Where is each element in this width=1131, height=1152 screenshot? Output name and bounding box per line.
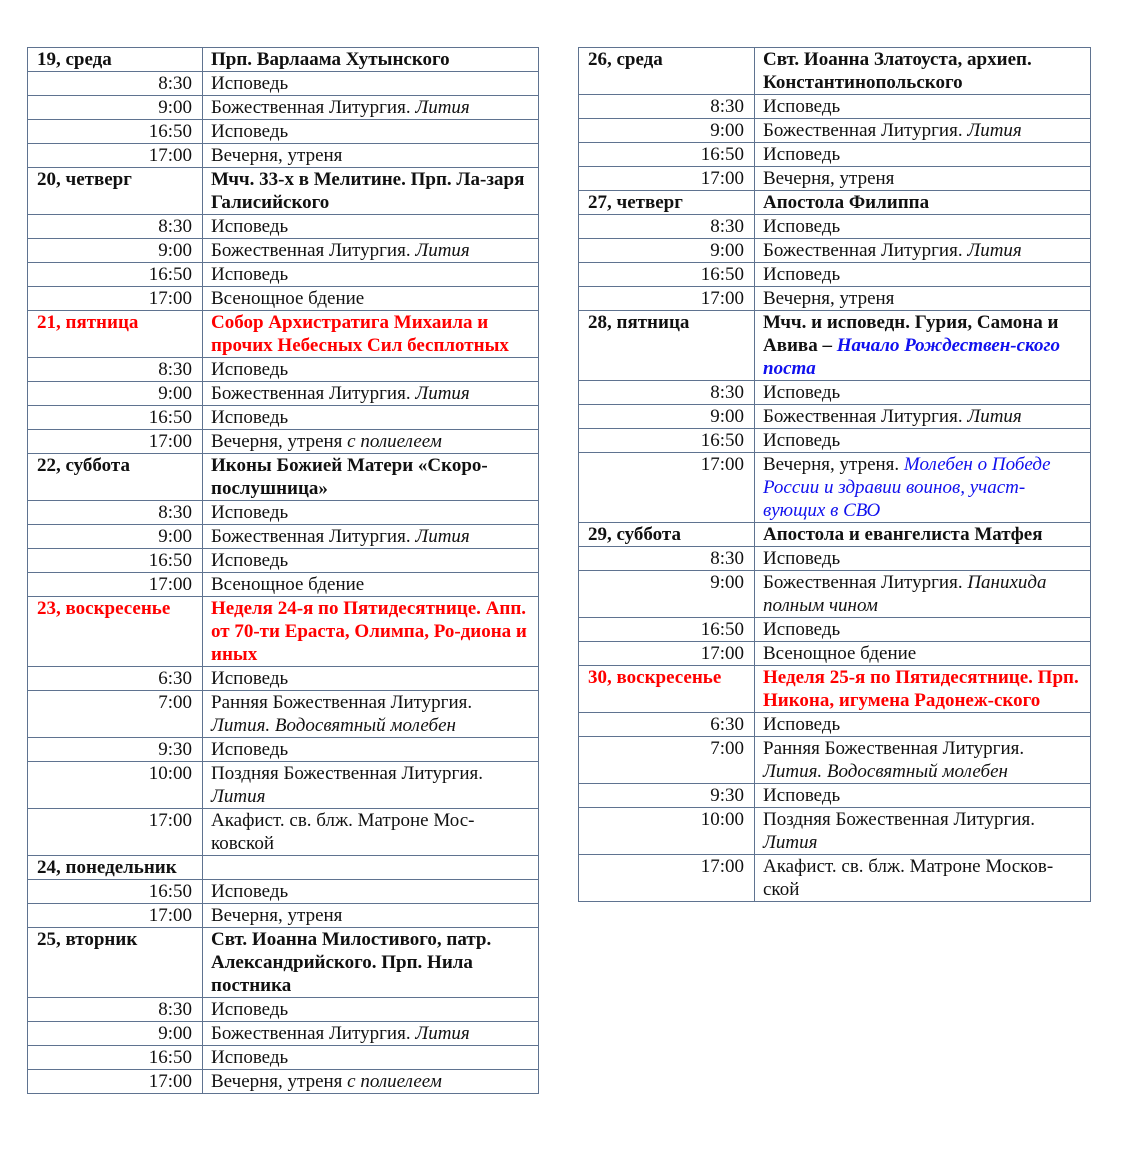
service-row: [579, 95, 1091, 119]
service-description: [755, 713, 1091, 737]
service-time: 8:30: [28, 998, 203, 1022]
service-time: 17:00: [28, 809, 203, 856]
service-row: [28, 738, 539, 762]
service-name: Исповедь: [763, 714, 841, 735]
service-time: 8:30: [579, 215, 755, 239]
service-time: 10:00: [579, 808, 755, 855]
service-description: [755, 239, 1091, 263]
service-time: 8:30: [579, 547, 755, 571]
service-name: Исповедь: [211, 668, 289, 689]
service-name: Исповедь: [211, 359, 289, 380]
service-row: [28, 809, 539, 856]
service-time: 9:00: [28, 1022, 203, 1046]
day-header-row: [579, 311, 1091, 381]
schedule-table-right: [578, 47, 1091, 902]
service-row: [28, 1046, 539, 1070]
service-description: [755, 143, 1091, 167]
day-feast: [203, 168, 539, 215]
service-row: [28, 96, 539, 120]
service-row: [579, 239, 1091, 263]
service-time: 16:50: [28, 406, 203, 430]
service-time: 7:00: [28, 691, 203, 738]
day-header-row: [28, 928, 539, 998]
service-row: [28, 998, 539, 1022]
service-name: Исповедь: [763, 216, 841, 237]
service-description: [203, 144, 539, 168]
service-note: Лития. Водосвятный молебен: [211, 715, 456, 736]
service-description: [755, 381, 1091, 405]
day-date: 30, воскресенье: [579, 666, 755, 713]
service-time: 8:30: [28, 358, 203, 382]
service-description: [203, 358, 539, 382]
feast-title: Мчч. и исповедн. Гурия, Самона и Авива –: [763, 312, 1059, 356]
service-name: Ранняя Божественная Литургия.: [763, 738, 1025, 759]
service-description: [755, 808, 1091, 855]
service-description: [203, 998, 539, 1022]
service-description: [203, 525, 539, 549]
feast-title: Неделя 25-я по Пятидесятнице. Прп. Никона, игумена Радонеж-ского: [763, 667, 1079, 711]
service-note: Лития. Водосвятный молебен: [763, 761, 1008, 782]
service-time: 17:00: [28, 144, 203, 168]
service-row: [28, 430, 539, 454]
service-row: [28, 1022, 539, 1046]
service-time: 9:00: [579, 405, 755, 429]
service-description: [203, 809, 539, 856]
day-feast: [203, 48, 539, 72]
service-description: [203, 239, 539, 263]
service-name: Божественная Литургия.: [763, 406, 968, 427]
day-feast: [203, 856, 539, 880]
service-name: Исповедь: [763, 382, 841, 403]
service-name: Исповедь: [211, 881, 289, 902]
service-time: 8:30: [28, 215, 203, 239]
service-description: [755, 119, 1091, 143]
service-name: Исповедь: [211, 264, 289, 285]
service-row: [579, 381, 1091, 405]
service-row: [28, 691, 539, 738]
service-time: 17:00: [28, 430, 203, 454]
service-description: [755, 642, 1091, 666]
service-description: [203, 382, 539, 406]
day-feast: [755, 666, 1091, 713]
service-name: Акафист. св. блж. Матроне Мос-ковской: [211, 810, 475, 854]
service-name: Всенощное бдение: [211, 288, 365, 309]
service-name: Исповедь: [763, 430, 841, 451]
service-description: [755, 263, 1091, 287]
day-header-row: [579, 666, 1091, 713]
service-name: Божественная Литургия.: [763, 572, 968, 593]
service-row: [28, 762, 539, 809]
service-name: Исповедь: [763, 96, 841, 117]
service-description: [755, 287, 1091, 311]
service-name: Исповедь: [211, 1047, 289, 1068]
service-time: 16:50: [28, 1046, 203, 1070]
service-name: Исповедь: [211, 216, 289, 237]
service-time: 9:30: [28, 738, 203, 762]
day-feast: [755, 191, 1091, 215]
service-description: [203, 72, 539, 96]
feast-title: Прп. Варлаама Хутынского: [211, 49, 450, 70]
day-header-row: [28, 856, 539, 880]
left-table-body: [28, 48, 539, 1094]
service-time: 17:00: [579, 855, 755, 902]
service-time: 17:00: [579, 167, 755, 191]
service-time: 16:50: [579, 429, 755, 453]
service-note: Лития: [415, 1023, 470, 1044]
service-description: [203, 430, 539, 454]
service-row: [579, 143, 1091, 167]
service-note: Лития: [967, 240, 1022, 261]
service-name: Божественная Литургия.: [763, 120, 968, 141]
service-row: [28, 1070, 539, 1094]
service-time: 8:30: [28, 72, 203, 96]
day-date: 21, пятница: [28, 311, 203, 358]
service-name: Вечерня, утреня: [211, 1071, 348, 1092]
service-name: Исповедь: [211, 121, 289, 142]
service-row: [28, 904, 539, 928]
service-name: Поздняя Божественная Литургия.: [763, 809, 1036, 830]
service-description: [755, 784, 1091, 808]
service-name: Вечерня, утреня: [211, 145, 343, 166]
service-note: Лития: [967, 406, 1022, 427]
service-row: [28, 525, 539, 549]
service-row: [28, 573, 539, 597]
service-description: [755, 215, 1091, 239]
service-name: Божественная Литургия.: [211, 97, 416, 118]
service-row: [579, 119, 1091, 143]
service-description: [203, 904, 539, 928]
service-description: [203, 549, 539, 573]
service-time: 16:50: [28, 263, 203, 287]
service-row: [28, 239, 539, 263]
service-note: с полиелеем: [347, 431, 442, 452]
service-row: [28, 263, 539, 287]
right-table-body: [579, 48, 1091, 902]
service-time: 9:00: [28, 96, 203, 120]
day-feast: [203, 597, 539, 667]
service-description: [755, 405, 1091, 429]
service-name: Вечерня, утреня: [763, 288, 895, 309]
service-description: [203, 96, 539, 120]
service-row: [28, 667, 539, 691]
day-date: 19, среда: [28, 48, 203, 72]
service-row: [28, 549, 539, 573]
service-description: [203, 406, 539, 430]
feast-title: Мчч. 33-х в Мелитине. Прп. Ла-заря Галисийского: [211, 169, 525, 213]
service-row: [579, 618, 1091, 642]
service-name: Исповедь: [763, 264, 841, 285]
service-name: Исповедь: [211, 73, 289, 94]
service-name: Исповедь: [763, 785, 841, 806]
feast-title: Собор Архистратига Михаила и прочих Небесных Сил бесплотных: [211, 312, 509, 356]
service-row: [28, 120, 539, 144]
service-name: Божественная Литургия.: [211, 526, 416, 547]
service-row: [579, 429, 1091, 453]
service-row: [579, 405, 1091, 429]
service-description: [203, 573, 539, 597]
service-time: 16:50: [28, 880, 203, 904]
service-row: [579, 855, 1091, 902]
service-time: 16:50: [28, 120, 203, 144]
service-name: Исповедь: [211, 550, 289, 571]
service-row: [579, 547, 1091, 571]
service-row: [28, 144, 539, 168]
service-description: [755, 571, 1091, 618]
feast-title: Свт. Иоанна Милостивого, патр. Александрийского. Прп. Нила постника: [211, 929, 492, 996]
service-time: 17:00: [28, 287, 203, 311]
day-header-row: [28, 454, 539, 501]
service-time: 9:00: [28, 382, 203, 406]
day-header-row: [579, 191, 1091, 215]
service-time: 17:00: [28, 573, 203, 597]
service-row: [28, 382, 539, 406]
service-row: [579, 453, 1091, 523]
service-name: Исповедь: [211, 502, 289, 523]
service-row: [28, 72, 539, 96]
service-note: с полиелеем: [347, 1071, 442, 1092]
service-row: [28, 880, 539, 904]
moleben-note: Молебен о Победе России и здравии воинов, участ-вующих в СВО: [763, 454, 1051, 521]
service-name: Вечерня, утреня: [211, 905, 343, 926]
service-description: [755, 95, 1091, 119]
service-time: 16:50: [579, 143, 755, 167]
day-feast: [755, 523, 1091, 547]
fast-start-note: Начало Рождествен-ского поста: [763, 335, 1060, 379]
service-name: Акафист. св. блж. Матроне Москов-ской: [763, 856, 1054, 900]
service-name: Божественная Литургия.: [763, 240, 968, 261]
service-description: [203, 1070, 539, 1094]
service-time: 9:30: [579, 784, 755, 808]
day-feast: [203, 311, 539, 358]
day-feast: [755, 311, 1091, 381]
service-name: Вечерня, утреня.: [763, 454, 904, 475]
service-time: 17:00: [579, 642, 755, 666]
service-row: [579, 215, 1091, 239]
service-name: Божественная Литургия.: [211, 383, 416, 404]
service-name: Исповедь: [211, 739, 289, 760]
service-note: Лития: [415, 240, 470, 261]
service-description: [203, 667, 539, 691]
service-time: 17:00: [28, 904, 203, 928]
service-time: 17:00: [579, 287, 755, 311]
service-row: [579, 263, 1091, 287]
service-row: [28, 215, 539, 239]
service-name: Исповедь: [763, 548, 841, 569]
service-time: 8:30: [579, 381, 755, 405]
day-date: 24, понедельник: [28, 856, 203, 880]
service-note: Лития: [415, 383, 470, 404]
service-time: 6:30: [579, 713, 755, 737]
day-date: 27, четверг: [579, 191, 755, 215]
service-note: Лития: [211, 786, 266, 807]
service-time: 9:00: [579, 119, 755, 143]
day-header-row: [28, 311, 539, 358]
service-description: [203, 1046, 539, 1070]
service-description: [755, 618, 1091, 642]
feast-title: Апостола Филиппа: [763, 192, 930, 213]
service-description: [203, 1022, 539, 1046]
day-date: 20, четверг: [28, 168, 203, 215]
feast-title: Неделя 24-я по Пятидесятнице. Апп. от 70-ти Ераста, Олимпа, Ро-диона и иных: [211, 598, 527, 665]
service-time: 9:00: [28, 239, 203, 263]
service-name: Поздняя Божественная Литургия.: [211, 763, 484, 784]
service-description: [203, 263, 539, 287]
day-header-row: [28, 48, 539, 72]
service-time: 17:00: [579, 453, 755, 523]
service-time: 7:00: [579, 737, 755, 784]
service-time: 8:30: [579, 95, 755, 119]
service-time: 16:50: [579, 263, 755, 287]
service-row: [579, 571, 1091, 618]
service-description: [203, 215, 539, 239]
service-time: 9:00: [28, 525, 203, 549]
day-date: 25, вторник: [28, 928, 203, 998]
service-time: 16:50: [579, 618, 755, 642]
day-date: 28, пятница: [579, 311, 755, 381]
service-name: Всенощное бдение: [211, 574, 365, 595]
service-description: [203, 501, 539, 525]
service-time: 6:30: [28, 667, 203, 691]
day-header-row: [579, 523, 1091, 547]
service-name: Исповедь: [763, 619, 841, 640]
service-name: Всенощное бдение: [763, 643, 917, 664]
service-description: [203, 120, 539, 144]
service-description: [755, 547, 1091, 571]
service-description: [755, 453, 1091, 523]
service-name: Божественная Литургия.: [211, 1023, 416, 1044]
service-description: [203, 287, 539, 311]
day-header-row: [579, 48, 1091, 95]
service-name: Исповедь: [211, 999, 289, 1020]
service-row: [28, 358, 539, 382]
service-note: Лития: [763, 832, 818, 853]
day-date: 26, среда: [579, 48, 755, 95]
service-note: Лития: [415, 97, 470, 118]
service-note: Лития: [415, 526, 470, 547]
service-row: [28, 287, 539, 311]
day-date: 29, суббота: [579, 523, 755, 547]
feast-title: Свт. Иоанна Златоуста, архиеп. Константинопольского: [763, 49, 1032, 93]
feast-title: Апостола и евангелиста Матфея: [763, 524, 1043, 545]
service-time: 9:00: [579, 239, 755, 263]
service-description: [203, 738, 539, 762]
service-name: Исповедь: [211, 407, 289, 428]
day-date: 22, суббота: [28, 454, 203, 501]
service-row: [579, 808, 1091, 855]
service-name: Божественная Литургия.: [211, 240, 416, 261]
service-row: [579, 784, 1091, 808]
service-time: 10:00: [28, 762, 203, 809]
day-header-row: [28, 168, 539, 215]
service-time: 8:30: [28, 501, 203, 525]
service-time: 17:00: [28, 1070, 203, 1094]
service-row: [579, 713, 1091, 737]
service-row: [579, 642, 1091, 666]
service-description: [203, 880, 539, 904]
day-feast: [755, 48, 1091, 95]
service-row: [579, 287, 1091, 311]
service-row: [28, 406, 539, 430]
day-feast: [203, 928, 539, 998]
day-header-row: [28, 597, 539, 667]
service-row: [579, 167, 1091, 191]
service-name: Ранняя Божественная Литургия.: [211, 692, 473, 713]
service-description: [203, 762, 539, 809]
service-note: Панихида полным чином: [763, 572, 1047, 616]
service-time: 9:00: [579, 571, 755, 618]
feast-title: Иконы Божией Матери «Скоро-послушница»: [211, 455, 488, 499]
service-description: [203, 691, 539, 738]
service-note: Лития: [967, 120, 1022, 141]
service-description: [755, 855, 1091, 902]
service-name: Исповедь: [763, 144, 841, 165]
service-row: [579, 737, 1091, 784]
day-feast: [203, 454, 539, 501]
service-name: Вечерня, утреня: [211, 431, 348, 452]
service-description: [755, 737, 1091, 784]
schedule-table-left: [27, 47, 539, 1094]
service-description: [755, 429, 1091, 453]
service-description: [755, 167, 1091, 191]
service-time: 16:50: [28, 549, 203, 573]
service-row: [28, 501, 539, 525]
day-date: 23, воскресенье: [28, 597, 203, 667]
service-name: Вечерня, утреня: [763, 168, 895, 189]
